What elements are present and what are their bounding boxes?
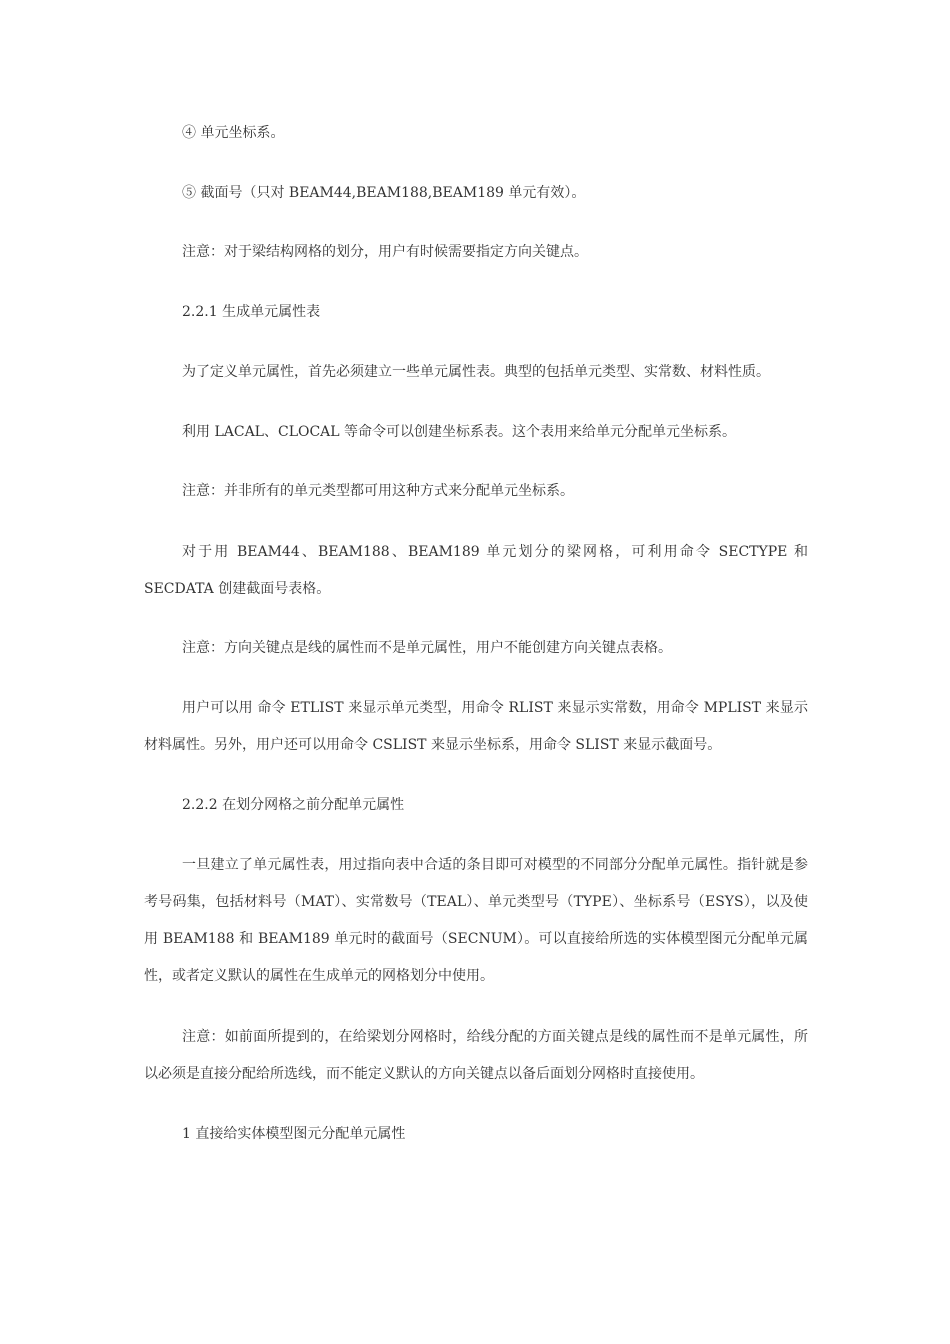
list-item-element-coordinate-system: ④ 单元坐标系。 [182, 125, 285, 141]
note-beam-meshing-keypoints: 注意：如前面所提到的，在给梁划分网格时，给线分配的方面关键点是线的属性而不是单元属性，所以必须是直接分配给所选线，而不能定义默认的方向关键点以备后面划分网格时直接使用。 [144, 1029, 808, 1082]
paragraph-list-commands: 用户可以用 命令 ETLIST 来显示单元类型，用命令 RLIST 来显示实常数，用命令 MPLIST 来显示材料属性。另外，用户还可以用命令 CSLIST 来显示坐标系，用命令 SLIST 来显示截面号。 [144, 700, 808, 753]
note-beam-orientation-keypoints: 注意：对于梁结构网格的划分，用户有时候需要指定方向关键点。 [182, 244, 588, 260]
list-item-direct-assignment: 1 直接给实体模型图元分配单元属性 [182, 1126, 406, 1142]
paragraph-section-tables: 对于用 BEAM44、BEAM188、BEAM189 单元划分的梁网格，可利用命令 SECTYPE 和 SECDATA 创建截面号表格。 [144, 544, 808, 597]
note-not-all-element-types: 注意：并非所有的单元类型都可用这种方式来分配单元坐标系。 [182, 483, 574, 499]
note-orientation-keypoint-attribute: 注意：方向关键点是线的属性而不是单元属性，用户不能创建方向关键点表格。 [182, 640, 672, 656]
section-heading-2-2-1: 2.2.1 生成单元属性表 [182, 304, 321, 320]
paragraph-assign-attributes: 一旦建立了单元属性表，用过指向表中合适的条目即可对模型的不同部分分配单元属性。指针就是参考号码集，包括材料号（MAT）、实常数号（TEAL）、单元类型号（TYPE）、坐标系号（ESYS），以及使用 BEAM188 和 BEAM189 单元时的截面号（SECNUM）。可以直接给所选的实体模型图元分配单元属性，或者定义默认的属性在生成单元的网格划分中使用。 [144, 857, 808, 984]
section-heading-2-2-2: 2.2.2 在划分网格之前分配单元属性 [182, 797, 405, 813]
paragraph-attribute-tables: 为了定义单元属性，首先必须建立一些单元属性表。典型的包括单元类型、实常数、材料性质。 [182, 364, 770, 380]
list-item-section-number: ⑤ 截面号（只对 BEAM44,BEAM188,BEAM189 单元有效）。 [182, 185, 586, 201]
paragraph-coordinate-tables: 利用 LACAL、CLOCAL 等命令可以创建坐标系表。这个表用来给单元分配单元坐标系。 [182, 424, 737, 440]
